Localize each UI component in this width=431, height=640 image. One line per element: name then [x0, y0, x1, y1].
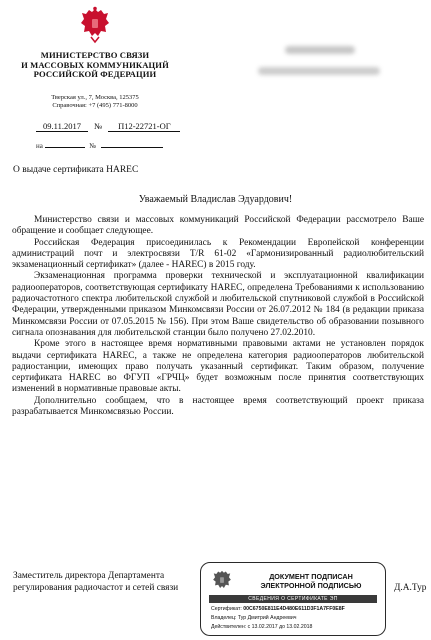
paragraph: Российская Федерация присоединилась к Рекомендации Европейской конференции администраций почт и электросвязи T/R 61-02 «Гармонизированный радиолюбительский экзаменационный сертификат» (далее - HAREC) в 2015 году.: [12, 237, 424, 271]
letter-subject: О выдаче сертификата HAREC: [13, 165, 139, 175]
number-sign: №: [94, 121, 103, 131]
signatory-name: Д.А.Тур: [394, 583, 427, 593]
on-label: на: [36, 142, 43, 150]
ministry-line: РОССИЙСКОЙ ФЕДЕРАЦИИ: [33, 69, 157, 80]
electronic-signature-stamp: [200, 562, 386, 636]
ministry-address: [20, 94, 170, 110]
paragraph: Дополнительно сообщаем, что в настоящее время соответствующий проект приказа разрабатывается Минкомсвязью России.: [12, 395, 424, 418]
coat-of-arms-icon: [79, 6, 111, 44]
signatory-title-line-2: регулирования радиочастот и сетей связи: [13, 583, 179, 593]
address-line: Тверская ул., 7, Москва, 125375: [51, 94, 139, 101]
stamp-title: [243, 572, 379, 590]
ministry-line: И МАССОВЫХ КОММУНИКАЦИЙ: [21, 59, 169, 70]
incoming-reference-line: [36, 142, 163, 150]
stamp-title-line: ЭЛЕКТРОННОЙ ПОДПИСЬЮ: [260, 581, 362, 590]
paragraph: Экзаменационная программа проверки технической и эксплуатационной квалификации радиооператоров, соответствующая сертификату HAREC, определена Требованиями к использованию радиочастотного спектра любительской службой и любительской спутниковой службой в Российской Федерации, утвержденными приказом Минкомсвязи России от 26.07.2012 № 184 (в редакции приказа Минкомсвязи России от 07.05.2015 № 156). При этом Ваше свидетельство об образовании позывного сигнала опознавания для любительской станции было получено 27.02.2010.: [12, 271, 424, 338]
letter-date: 09.11.2017: [36, 121, 88, 132]
paragraph: Министерство связи и массовых коммуникаций Российской Федерации рассмотрело Ваше обращение и сообщает следующее.: [12, 215, 424, 237]
signatory-title-line-1: Заместитель директора Департамента: [13, 571, 165, 581]
letter-body: [12, 215, 424, 418]
redacted-recipient-name: [285, 46, 355, 54]
stamp-certificate-header: СВЕДЕНИЯ О СЕРТИФИКАТЕ ЭП: [209, 595, 377, 603]
on-number-sign: №: [89, 142, 97, 150]
reference-line: [36, 121, 180, 132]
letter-number: П12-22721-ОГ: [108, 121, 180, 132]
ministry-name: [20, 51, 170, 80]
stamp-certificate-row: Сертификат: 00C6750E811E4D480E611D3F1A7FF0E8F: [211, 606, 345, 612]
stamp-valid-row: Действителен: с 13.02.2017 до 13.02.2018: [211, 624, 313, 630]
address-line: Справочная: +7 (495) 771-8000: [52, 102, 138, 109]
redacted-recipient-email: [258, 67, 380, 75]
paragraph: Кроме этого в настоящее время нормативными правовыми актами не установлен порядок выдачи сертификата HAREC, а также не определена категория радиооператоров любительской радиостанции, имеющих право получать указанный сертификат. Таким образом, получение сертификата HAREC во ФГУП «ГРЧЦ» будет возможным после принятия соответствующих изменений в нормативные правовые акты.: [12, 339, 424, 395]
ministry-line: МИНИСТЕРСТВО СВЯЗИ: [40, 50, 150, 60]
stamp-title-line: ДОКУМЕНТ ПОДПИСАН: [269, 572, 353, 581]
coat-of-arms-icon: [211, 569, 233, 593]
stamp-owner-row: Владелец: Тур Дмитрий Андреевич: [211, 615, 297, 621]
greeting: Уважаемый Владислав Эдуардович!: [138, 194, 293, 205]
